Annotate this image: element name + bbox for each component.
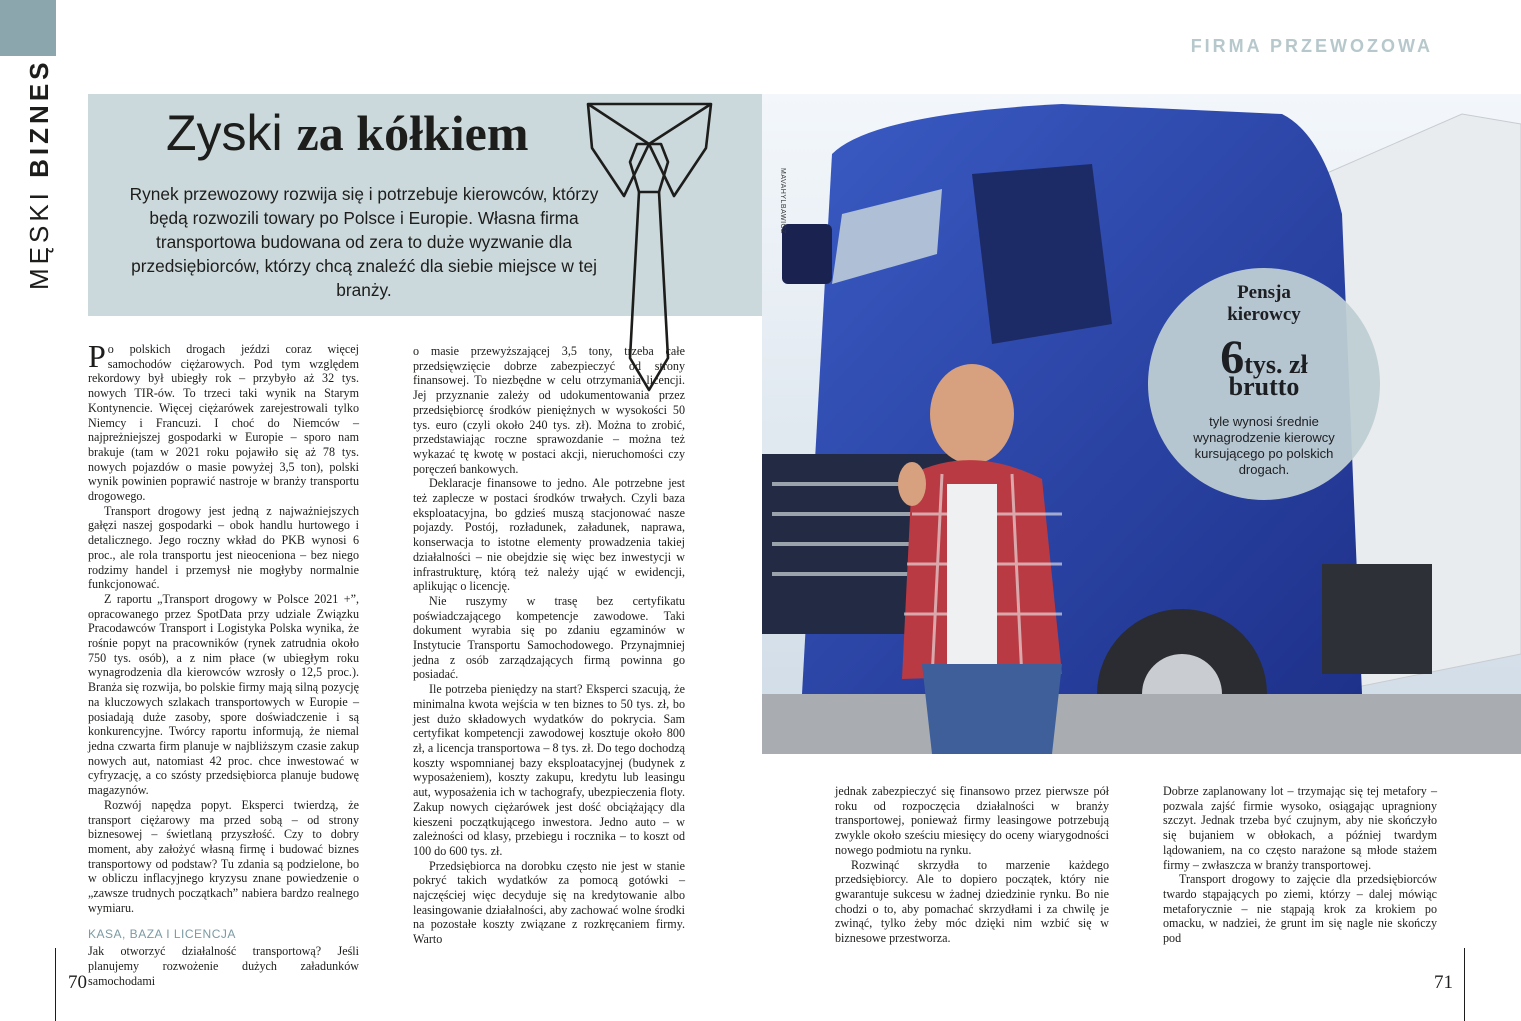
page-number-right: 71 <box>1434 972 1453 993</box>
paragraph: Rozwój napędza popyt. Eksperci twierdzą, że transport ciężarowy ma przed sobą – od strony biznesowej – świetlaną przyszłość. Czy to dobry moment, aby założyć własną firmę i budować biznes transportowy od podstaw? Tu zdania są podzielone, bo w obliczu inflacyjnego kryzysu znane powiedzenie o „zawsze trudnych początkach” nabiera bardzo realnego wymiaru. <box>88 797 359 915</box>
section-label-bold: BIZNES <box>24 58 54 178</box>
paragraph: Nie ruszymy w trasę bez certyfikatu poświadczającego kompetencje zawodowe. Taki dokument wyrabia się po zdaniu egzaminów w Instytucie Transportu Samochodowego. Przynajmniej jedna z osób zarządzających firmą powinna go posiadać. <box>413 593 685 682</box>
page-number-left: 70 <box>68 972 87 993</box>
corner-accent <box>0 0 56 56</box>
stat-description: tyle wynosi średnie wynagrodzenie kierowcy kursującego po polskich drogach. <box>1193 414 1335 477</box>
paragraph: Transport drogowy jest jedną z najważniejszych gałęzi naszej gospodarki – obok handlu hurtowego i detalicznego. Jego roczny wkład do PKB wynosi 6 proc., ale rola transportu jest nieoceniona – bez niego rodzimy handel i przemysł nie mogłyby normalnie funkcjonować. <box>88 503 359 592</box>
truck-driver-photo <box>762 94 1521 754</box>
article-column-1 <box>88 338 359 988</box>
stat-number: 6 <box>1220 331 1245 384</box>
stat-unit2: brutto <box>1228 372 1300 401</box>
paragraph: Ile potrzeba pieniędzy na start? Eksperci szacują, że minimalna kwota wejścia w ten biznes to 50 tys. zł, bo jest dużo składowych wydatków do pokrycia. Sam certyfikat kompetencji zawodowej kosztuje około 800 zł, a licencja transportowa – 8 tys. zł. Do tego dochodzą koszty wspomnianej bazy eksploatacyjnej (budynek z wyposażeniem), koszty zakupu, kredytu lub leasingu aut, wyposażenia ich w tachografy, ubezpieczenia floty. Zakup nowych ciężarówek jest dość obciążający dla kieszeni początkującego inwestora. Jedno auto – w zależności od klasy, przebiegu i rocznika – to koszt od 100 do 600 tys. zł. <box>413 682 685 858</box>
page-rule-right <box>1464 948 1465 1021</box>
photo-credit: MAVAHYLBAWICZ <box>779 168 786 234</box>
paragraph <box>88 338 359 504</box>
section-label-light: MĘSKI <box>24 189 54 290</box>
stat-unit: tys. zł <box>1244 350 1308 379</box>
paragraph: Dobrze zaplanowany lot – trzymając się tej metafory – pozwala zajść firmie wysoko, osiągając upragniony szczyt. Jednak trzeba być czujnym, aby nie skończyło się bujaniem w obłokach, a później twardym lądowaniem, na co często narażone są młode stażem firmy – zwłaszcza w branży transportowej. <box>1163 784 1437 872</box>
article-column-4 <box>1163 784 1437 946</box>
title-bold: za kółkiem <box>296 105 529 161</box>
page-rule-left <box>55 948 56 1021</box>
article-column-2 <box>413 344 685 947</box>
paragraph: Rozwinąć skrzydła to marzenie każdego przedsiębiorcy. Ale to dopiero początek, który nie gwarantuje sukcesu w żadnej dziedzinie rynku. Bo nie chodzi o to, aby pomachać skrzydłami i za chwilę je zwinąć, tylko żeby móc dzięki nim wzbić się w biznesowe przestworza. <box>835 857 1109 946</box>
salary-stat-circle <box>1148 268 1380 500</box>
stat-title <box>1148 282 1380 326</box>
article-title <box>166 104 529 162</box>
paragraph: Z raportu „Transport drogowy w Polsce 2021 +”, opracowanego przez SpotData przy udziale Związku Pracodawców Transport i Logistyka Polska wynika, że rośnie popyt na pracowników (rynek zatrudnia około 750 tys. osób), a z nim płace (w ubiegłym roku wynagrodzenia dla kierowców wzrosły o 12,5 proc.). Branża się rozwija, bo polskie firmy mają silną pozycję na kluczowych szlakach transportowych w Europie – posiadają duże zasoby, spore doświadczenie i są konkurencyjne. Twórcy raportu informują, że niemal jedna czwarta firm planuje w najbliższym czasie zakup nowych aut, natomiast 42 proc. chce inwestować w cyfryzację, a co szósty przedsiębiorca planuje budowę magazynów. <box>88 591 359 798</box>
paragraph: o masie przewyższającej 3,5 tony, trzeba całe przedsięwzięcie dobrze zabezpieczyć od strony finansowej. To niezbędne w celu otrzymania licencji. Jej przyznanie zależy od udokumentowania przez przedsiębiorcę środków pieniężnych w wysokości 50 tys. euro (czyli około 240 tys. zł). Można to zrobić, przedstawiając roczne sprawozdanie – można też wykazać tę kwotę w postaci akcji, nieruchomości czy poręczeń bankowych. <box>413 344 685 476</box>
paragraph: jednak zabezpieczyć się finansowo przez pierwsze pół roku od rozpoczęcia działalności w branży transportowej, ponieważ firmy leasingowe potrzebują zwykle około sześciu miesięcy do oceny wiarygodności nowego podmiotu na rynku. <box>835 784 1109 857</box>
subheading: KASA, BAZA I LICENCJA <box>88 927 236 942</box>
truck-illustration <box>762 94 1521 754</box>
paragraph: Przedsiębiorca na dorobku często nie jest w stanie pokryć takich wydatków za pomocą gotówki – najczęściej więc decyduje się na kredytowanie albo leasingowanie działalności, aby zachować wolne środki na pozostałe koszty związane z rozkręcaniem firmy. Warto <box>413 858 685 947</box>
paragraph: Jak otworzyć działalność transportową? Jeśli planujemy rozwożenie dużych załadunków samochodami <box>88 944 359 988</box>
section-header: FIRMA PRZEWOZOWA <box>1190 36 1433 56</box>
paragraph-text: o polskich drogach jeździ coraz więcej samochodów ciężarowych. Pod tym względem rekordowy był ubiegły rok – przybyło aż 32 tys. nowych TIR-ów. To trzeci taki wynik na Starym Kontynencie. Więcej ciężarówek zarejestrowali tylko Niemcy i Francuzi. I choć do Niemców – najpreżniejszej gospodarki w Europie – sporo nam brakuje (tam w 2021 roku pojawiło się aż 78 tys. nowych pojazdów o masie powyżej 3,5 ton), polski wynik powinien poprawić nastroje w branży transportu drogowego. <box>88 342 359 504</box>
article-column-3 <box>835 784 1109 946</box>
stat-title-line2: kierowcy <box>1227 304 1301 325</box>
paragraph: Transport drogowy to zajęcie dla przedsiębiorców twardo stąpających po ziemi, którzy – dalej mówiąc metaforycznie – nie stąpają krok za krokiem po omacku, w nadziei, że grunt im się nagle nie skończy pod <box>1163 872 1437 946</box>
article-lead: Rynek przewozowy rozwija się i potrzebuje kierowców, którzy będą rozwozili towary po Polsce i Europie. Własna firma transportowa budowana od zera to duże wyzwanie dla przedsiębiorców, którzy chcą znaleźć dla siebie miejsce w tej branży. <box>129 184 599 300</box>
section-label <box>24 59 55 291</box>
drop-cap: P <box>88 338 106 374</box>
stat-title-line1: Pensja <box>1237 282 1291 303</box>
title-light: Zyski <box>166 105 283 161</box>
paragraph: Deklaracje finansowe to jedno. Ale potrzebne jest też zaplecze w postaci środków trwałych. Czyli baza eksploatacyjna, bo gdzieś muszą stacjonować nasze pojazdy. Postój, rozładunek, załadunek, naprawa, konserwacja to istotne elementy prowadzenia takiej działalności – nie obejdzie się więc bez inwestycji w infrastrukturę, którą też należy ująć w ewidencji, aplikując o licencję. <box>413 476 685 594</box>
